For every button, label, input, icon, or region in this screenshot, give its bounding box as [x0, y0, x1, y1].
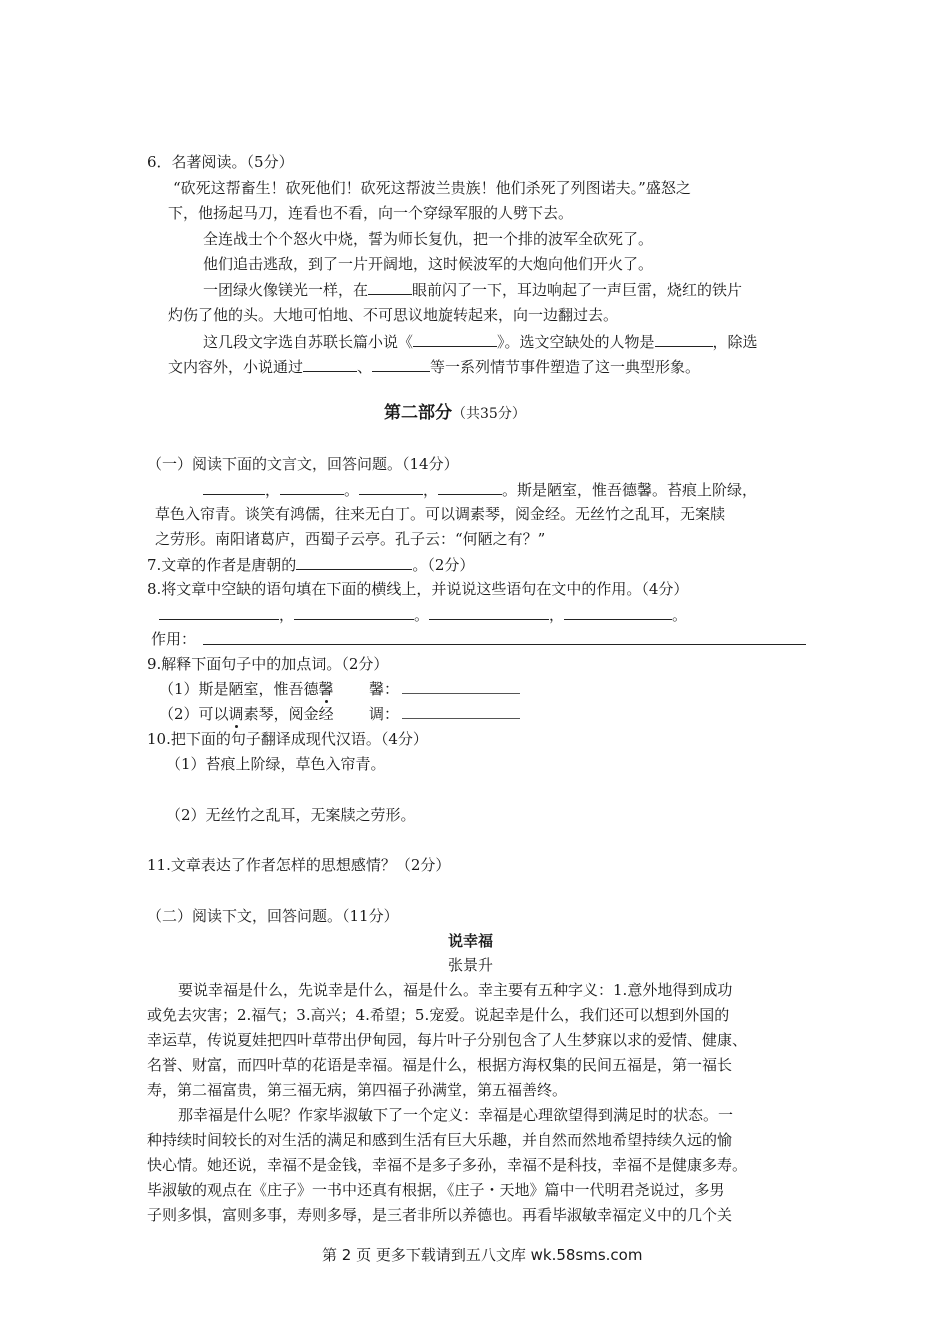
q6-para1-line2: 下，他扬起马刀，连看也不看，向一个穿绿军服的人劈下去。	[168, 204, 574, 222]
q9: 9.解释下面句子中的加点词。（2分）	[147, 655, 389, 673]
article-p2-line4: 毕淑敏的观点在《庄子》一书中还真有根据，《庄子・天地》篇中一代明君尧说过，多男	[147, 1181, 725, 1199]
q6-novel-blank[interactable]	[413, 331, 497, 347]
q6-event-blank-1[interactable]	[303, 356, 357, 372]
q6-q-text-c: ，除选	[712, 333, 758, 351]
q6-q-text-b: 》。选文空缺处的人物是	[497, 333, 655, 351]
q6-q-text-d: 文内容外，小说通过	[168, 358, 304, 376]
article-p2-line5: 子则多惧，富则多事，寿则多辱，是三者非所以养德也。再看毕淑敏幸福定义中的几个关	[147, 1206, 733, 1224]
q6-character-blank[interactable]	[368, 279, 412, 295]
article-p2-line1: 那幸福是什么呢？作家毕淑敏下了一个定义：幸福是心理欲望得到满足时的状态。一	[178, 1106, 734, 1124]
q8-sep-3: ，	[549, 606, 565, 624]
q8-blank-1[interactable]	[159, 604, 279, 620]
q10: 10.把下面的句子翻译成现代汉语。（4分）	[147, 730, 428, 748]
q9-item2	[159, 704, 334, 724]
sec1-classic-line1	[203, 479, 757, 500]
q9-item1-dotted-word: 馨	[318, 680, 334, 698]
q9-item1-label: 馨：	[369, 680, 400, 698]
q8-blank-4[interactable]	[564, 604, 672, 620]
q8-sep-1: ，	[279, 606, 295, 624]
article-p1-line4: 名誉、财富，而四叶草的花语是幸福。福是什么，根据方海权集的民间五福是，第一福长	[147, 1056, 733, 1074]
article-p1-line1: 要说幸福是什么，先说幸是什么，福是什么。幸主要有五种字义：1.意外地得到成功	[178, 981, 733, 999]
article-p1-line5: 寿，第二福富贵，第三福无病，第四福子孙满堂，第五福善终。	[147, 1081, 568, 1099]
q9-item1-answer-line[interactable]	[402, 692, 520, 694]
sec1-heading: （一）阅读下面的文言文，回答问题。（14分）	[147, 455, 459, 473]
sec1-classic-line3: 之劳形。南阳诸葛庐，西蜀子云亭。孔子云：“何陋之有？”	[155, 530, 546, 548]
classic-text-1: 。斯是陋室，惟吾德馨。苔痕上阶绿，	[502, 481, 758, 499]
q6-q-text-a: 这几段文字选自苏联长篇小说《	[203, 333, 414, 351]
article-p2-line2: 种持续时间较长的对生活的满足和感到生活有巨大乐趣，并自然而然地希望持续久远的愉	[147, 1131, 733, 1149]
q6-para4-line2: 灼伤了他的头。大地可怕地、不可思议地旋转起来，向一边翻过去。	[168, 306, 619, 324]
classic-sep-3: ，	[423, 481, 439, 499]
article-p2-line3: 快心情。她还说，幸福不是金钱，幸福不是多子多孙，幸福不是科技，幸福不是健康多寿。	[147, 1156, 748, 1174]
page-footer: 第 2 页 更多下载请到五八文库 wk.58sms.com	[322, 1246, 643, 1264]
q7-score: 。（2分）	[412, 556, 475, 574]
q8-blank-3[interactable]	[429, 604, 549, 620]
q6-question-line1	[203, 331, 758, 352]
q7-text: 7.文章的作者是唐朝的	[147, 556, 297, 574]
article-p1-line2: 或免去灾害；2.福气；3.高兴；4.希望；5.宠爱。说起幸是什么，我们还可以想到外国的	[147, 1006, 730, 1024]
q6-q-text-f: 等一系列情节事件塑造了这一典型形象。	[430, 358, 701, 376]
q6-para3: 他们追击逃敌，到了一片开阔地，这时候波军的大炮向他们开火了。	[203, 255, 654, 273]
part2-heading	[384, 403, 526, 424]
q7-author-blank[interactable]	[296, 554, 412, 570]
q11: 11.文章表达了作者怎样的思想感情？（2分）	[147, 856, 451, 874]
q6-person-blank[interactable]	[655, 331, 713, 347]
article-title: 说幸福	[448, 932, 494, 950]
article-author: 张景升	[448, 956, 494, 974]
part2-title: 第二部分	[384, 403, 452, 423]
q9-item2-text-a: （2）可以	[159, 705, 229, 723]
q9-item2-text-b: 素琴，阅金经	[243, 705, 334, 723]
q8-role-label: 作用：	[151, 630, 197, 648]
classic-sep-2: 。	[344, 481, 360, 499]
q6-para4-text-a: 一团绿火像镁光一样，在	[203, 281, 369, 299]
q9-item2-answer-line[interactable]	[402, 717, 520, 719]
q9-item1	[159, 679, 334, 699]
q7	[147, 554, 474, 575]
q10-item1: （1）苔痕上阶绿，草色入帘青。	[166, 755, 386, 773]
classic-blank-4[interactable]	[438, 479, 502, 495]
part2-score: （共35分）	[452, 406, 526, 422]
q6-q-text-e: 、	[357, 358, 373, 376]
q9-item2-label: 调：	[369, 705, 400, 723]
classic-blank-2[interactable]	[280, 479, 344, 495]
classic-sep-1: ，	[265, 481, 281, 499]
sec1-classic-line2: 草色入帘青。谈笑有鸿儒，往来无白丁。可以调素琴，阅金经。无丝竹之乱耳，无案牍	[155, 505, 726, 523]
q9-item2-dotted-word: 调	[228, 705, 244, 723]
q6-para1-line1: “砍死这帮畜生！砍死他们！砍死这帮波兰贵族！他们杀死了列图诺夫。”盛怒之	[173, 179, 691, 197]
q8-sep-2: 。	[414, 606, 430, 624]
q6-para2: 全连战士个个怒火中烧，誓为师长复仇，把一个排的波军全砍死了。	[203, 230, 654, 248]
q6-event-blank-2[interactable]	[372, 356, 430, 372]
q8: 8.将文章中空缺的语句填在下面的横线上，并说说这些语句在文中的作用。（4分）	[147, 580, 689, 598]
q8-blank-2[interactable]	[294, 604, 414, 620]
q8-answer-blanks	[159, 604, 687, 625]
q9-item1-text: （1）斯是陋室，惟吾德	[159, 680, 319, 698]
q6-para4-line1	[203, 279, 742, 300]
article-p1-line3: 幸运草，传说夏娃把四叶草带出伊甸园，每片叶子分别包含了人生梦寐以求的爱情、健康、	[147, 1031, 748, 1049]
q10-item2: （2）无丝竹之乱耳，无案牍之劳形。	[166, 806, 416, 824]
classic-blank-1[interactable]	[203, 479, 265, 495]
q6-para4-text-b: 眼前闪了一下，耳边响起了一声巨雷，烧红的铁片	[412, 281, 743, 299]
q6-heading: 6．名著阅读。（5分）	[147, 153, 294, 171]
q6-question-line2	[168, 356, 700, 377]
sec2-heading: （二）阅读下文，回答问题。（11分）	[147, 907, 399, 925]
classic-blank-3[interactable]	[359, 479, 423, 495]
q8-role-answer-line[interactable]	[203, 643, 806, 645]
q8-sep-4: 。	[672, 606, 688, 624]
